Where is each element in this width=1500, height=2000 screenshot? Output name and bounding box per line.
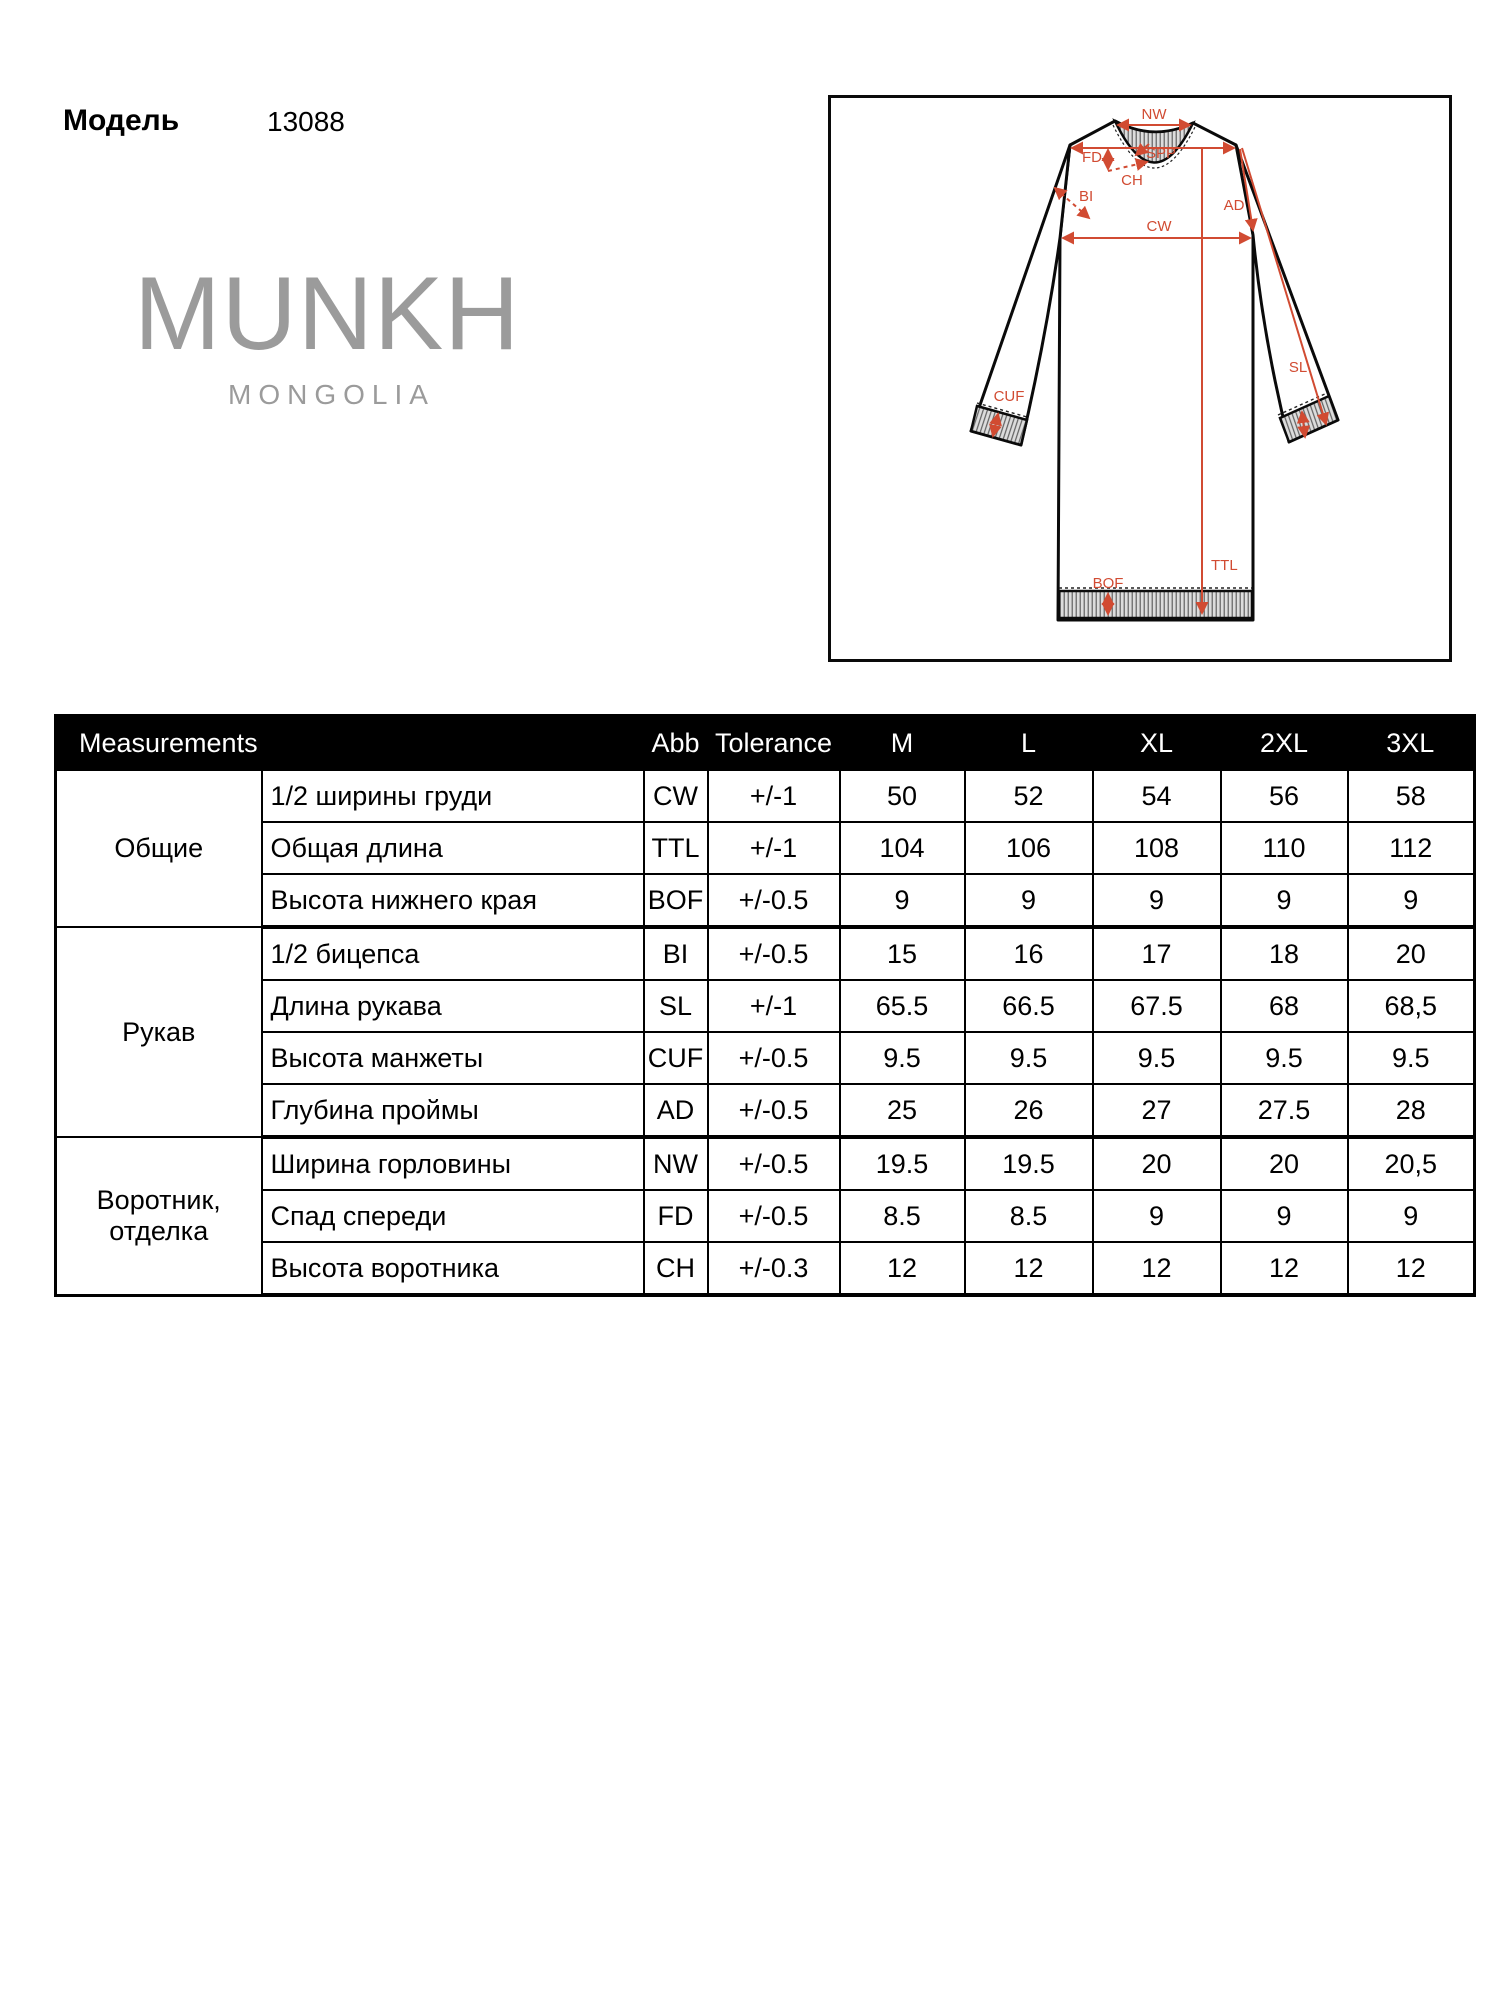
label-ttl: TTL <box>1211 557 1238 574</box>
size-value-cell-3xl: 28 <box>1348 1084 1475 1137</box>
size-value-cell-xl: 12 <box>1093 1242 1221 1295</box>
size-value-cell-l: 19.5 <box>965 1137 1093 1190</box>
label-spp: SPP <box>1145 145 1177 162</box>
garment-diagram-box <box>828 95 1452 662</box>
tolerance-cell: +/-0.5 <box>708 1032 840 1084</box>
size-value-cell-l: 52 <box>965 770 1093 822</box>
brand-subtitle: MONGOLIA <box>228 379 435 410</box>
size-value-cell-3xl: 20 <box>1348 927 1475 980</box>
table-row-cw <box>56 770 1475 822</box>
measure-name-cell: Спад спереди <box>262 1190 644 1242</box>
size-value-cell-2xl: 56 <box>1221 770 1348 822</box>
garment-technical-drawing <box>831 98 1449 659</box>
size-value-cell-xl: 67.5 <box>1093 980 1221 1032</box>
hem-rib-band <box>1059 591 1252 618</box>
abb-cell: BI <box>644 927 708 980</box>
size-value-cell-2xl: 9 <box>1221 874 1348 927</box>
size-value-cell-2xl: 27.5 <box>1221 1084 1348 1137</box>
size-value-cell-m: 65.5 <box>840 980 965 1032</box>
size-value-cell-3xl: 68,5 <box>1348 980 1475 1032</box>
group-cell-1: Рукав <box>56 927 262 1137</box>
header-size-xl: XL <box>1093 716 1221 771</box>
size-value-cell-3xl: 9 <box>1348 1190 1475 1242</box>
tolerance-cell: +/-0.5 <box>708 1190 840 1242</box>
abb-cell: NW <box>644 1137 708 1190</box>
tolerance-cell: +/-0.5 <box>708 874 840 927</box>
size-value-cell-m: 9.5 <box>840 1032 965 1084</box>
size-value-cell-l: 106 <box>965 822 1093 874</box>
label-fd: FD <box>1082 149 1102 166</box>
size-value-cell-m: 19.5 <box>840 1137 965 1190</box>
abb-cell: CUF <box>644 1032 708 1084</box>
measure-name-cell: Глубина проймы <box>262 1084 644 1137</box>
label-bi: BI <box>1079 188 1094 205</box>
abb-cell: CW <box>644 770 708 822</box>
label-nw: NW <box>1141 106 1167 123</box>
size-value-cell-l: 8.5 <box>965 1190 1093 1242</box>
size-value-cell-xl: 9 <box>1093 874 1221 927</box>
tolerance-cell: +/-1 <box>708 770 840 822</box>
table-header-row <box>56 716 1475 771</box>
size-value-cell-l: 16 <box>965 927 1093 980</box>
table-row-ch <box>56 1242 1475 1295</box>
header-measurements: Measurements <box>56 716 644 771</box>
size-value-cell-2xl: 68 <box>1221 980 1348 1032</box>
abb-cell: TTL <box>644 822 708 874</box>
tolerance-cell: +/-0.5 <box>708 927 840 980</box>
header-size-2xl: 2XL <box>1221 716 1348 771</box>
header-size-l: L <box>965 716 1093 771</box>
size-value-cell-2xl: 9 <box>1221 1190 1348 1242</box>
measure-name-cell: Высота нижнего края <box>262 874 644 927</box>
size-value-cell-xl: 17 <box>1093 927 1221 980</box>
abb-cell: CH <box>644 1242 708 1295</box>
size-value-cell-3xl: 20,5 <box>1348 1137 1475 1190</box>
size-value-cell-xl: 108 <box>1093 822 1221 874</box>
measure-name-cell: Длина рукава <box>262 980 644 1032</box>
label-ch: CH <box>1121 172 1143 189</box>
size-value-cell-xl: 27 <box>1093 1084 1221 1137</box>
label-sl: SL <box>1288 359 1308 376</box>
table-row-ttl <box>56 822 1475 874</box>
size-value-cell-m: 104 <box>840 822 965 874</box>
size-value-cell-xl: 9 <box>1093 1190 1221 1242</box>
size-value-cell-3xl: 112 <box>1348 822 1475 874</box>
measure-name-cell: 1/2 ширины груди <box>262 770 644 822</box>
table-row-bof <box>56 874 1475 927</box>
brand-logo: MUNKH <box>134 256 521 372</box>
tolerance-cell: +/-0.3 <box>708 1242 840 1295</box>
size-value-cell-m: 15 <box>840 927 965 980</box>
header-size-m: M <box>840 716 965 771</box>
model-number: 13088 <box>267 106 345 137</box>
size-value-cell-3xl: 9 <box>1348 874 1475 927</box>
size-value-cell-2xl: 9.5 <box>1221 1032 1348 1084</box>
size-value-cell-2xl: 18 <box>1221 927 1348 980</box>
abb-cell: AD <box>644 1084 708 1137</box>
label-cuf: CUF <box>993 388 1025 405</box>
size-value-cell-l: 9 <box>965 874 1093 927</box>
header-tolerance: Tolerance <box>708 716 840 771</box>
size-value-cell-m: 50 <box>840 770 965 822</box>
label-cw: CW <box>1146 218 1172 235</box>
group-cell-0: Общие <box>56 770 262 927</box>
size-value-cell-2xl: 20 <box>1221 1137 1348 1190</box>
size-value-cell-l: 66.5 <box>965 980 1093 1032</box>
size-value-cell-m: 25 <box>840 1084 965 1137</box>
tolerance-cell: +/-0.5 <box>708 1137 840 1190</box>
measurements-table <box>54 714 1476 1297</box>
size-value-cell-3xl: 12 <box>1348 1242 1475 1295</box>
header-abb: Abb <box>644 716 708 771</box>
measure-name-cell: Общая длина <box>262 822 644 874</box>
size-value-cell-m: 9 <box>840 874 965 927</box>
size-value-cell-2xl: 12 <box>1221 1242 1348 1295</box>
measure-name-cell: Высота воротника <box>262 1242 644 1295</box>
table-row-nw <box>56 1137 1475 1190</box>
table-row-ad <box>56 1084 1475 1137</box>
size-value-cell-m: 12 <box>840 1242 965 1295</box>
abb-cell: SL <box>644 980 708 1032</box>
size-value-cell-3xl: 58 <box>1348 770 1475 822</box>
measure-name-cell: 1/2 бицепса <box>262 927 644 980</box>
label-bof: BOF <box>1092 575 1124 592</box>
model-label: Модель <box>63 104 180 137</box>
tolerance-cell: +/-1 <box>708 980 840 1032</box>
size-value-cell-m: 8.5 <box>840 1190 965 1242</box>
measure-name-cell: Ширина горловины <box>262 1137 644 1190</box>
size-value-cell-xl: 20 <box>1093 1137 1221 1190</box>
size-value-cell-l: 9.5 <box>965 1032 1093 1084</box>
size-value-cell-l: 12 <box>965 1242 1093 1295</box>
table-row-fd <box>56 1190 1475 1242</box>
abb-cell: BOF <box>644 874 708 927</box>
table-row-cuf <box>56 1032 1475 1084</box>
size-value-cell-xl: 54 <box>1093 770 1221 822</box>
size-value-cell-3xl: 9.5 <box>1348 1032 1475 1084</box>
size-value-cell-xl: 9.5 <box>1093 1032 1221 1084</box>
tolerance-cell: +/-1 <box>708 822 840 874</box>
group-cell-2: Воротник, отделка <box>56 1137 262 1295</box>
table-row-sl <box>56 980 1475 1032</box>
size-value-cell-l: 26 <box>965 1084 1093 1137</box>
measurements-table-body <box>56 770 1475 1295</box>
measure-name-cell: Высота манжеты <box>262 1032 644 1084</box>
header-size-3xl: 3XL <box>1348 716 1475 771</box>
label-ad: AD <box>1223 197 1245 214</box>
size-value-cell-2xl: 110 <box>1221 822 1348 874</box>
table-row-bi <box>56 927 1475 980</box>
tolerance-cell: +/-0.5 <box>708 1084 840 1137</box>
abb-cell: FD <box>644 1190 708 1242</box>
